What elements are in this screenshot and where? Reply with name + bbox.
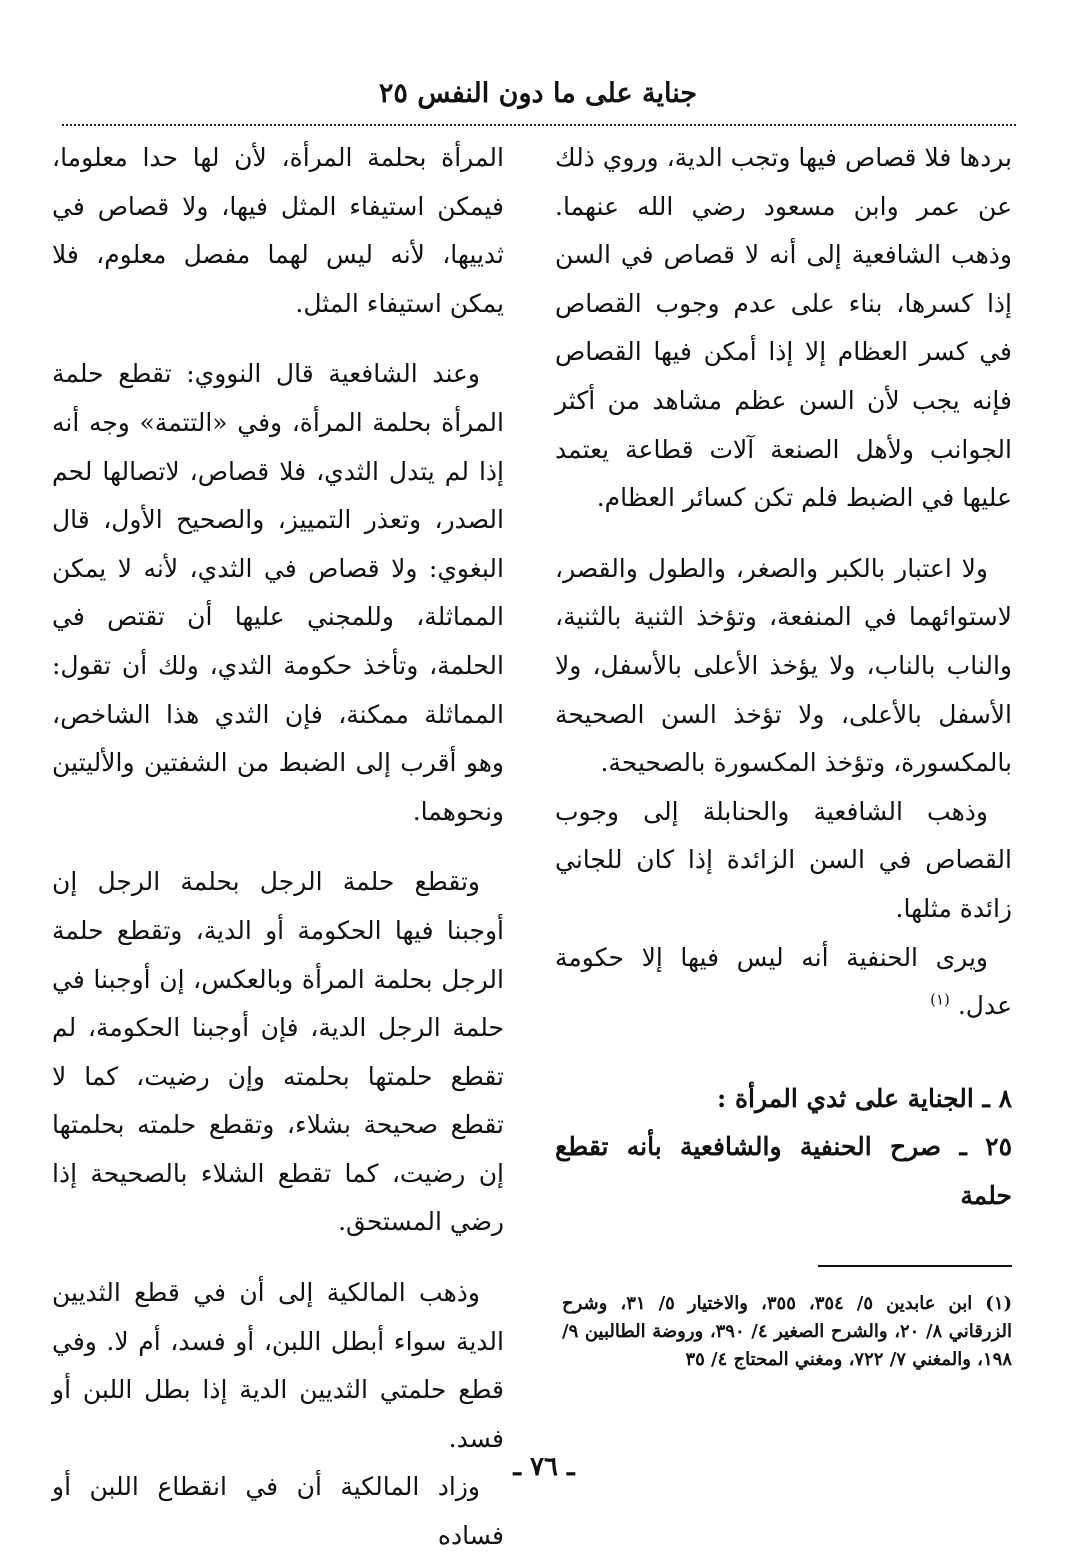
paragraph: وزاد المالكية أن في انقطاع اللبن أو فساده xyxy=(52,1472,504,1551)
paragraph-with-footnote xyxy=(555,934,1012,1031)
footnote-divider xyxy=(818,1265,1012,1267)
footnote: (١) ابن عابدين ٥/ ٣٥٤، ٣٥٥، والاختيار ٥/ ٣١، وشرح الزرقاني ٨/ ٢٠، والشرح الصغير ٤/ ٣٩٠، وروضة الطالبين ٩/ ١٩٨، والمغني ٧/ ٧٢٢، ومغني المحتاج ٤/ ٣٥ xyxy=(562,1293,1013,1370)
paragraph: بردها فلا قصاص فيها وتجب الدية، وروي ذلك عن عمر وابن مسعود رضي الله عنهما. وذهب الشافعية إلى أنه لا قصاص في السن إذا كسرها، بناء على عدم وجوب القصاص في كسر العظام إلا إذا أمكن فيها القصاص فإنه يجب لأن السن عظم مشاهد من أكثر الجوانب ولأهل الصنعة آلات قطاعة يعتمد عليها في الضبط فلم تكن كسائر العظام. xyxy=(555,143,1012,513)
paragraph: وعند الشافعية قال النووي: تقطع حلمة المرأة بحلمة المرأة، وفي «التتمة» وجه أنه إذا لم يتدل الثدي، فلا قصاص، لاتصالها لحم الصدر، وتعذر التمييز، والصحيح الأول، قال البغوي: ولا قصاص في الثدي، لأنه لا يمكن المماثلة، وللمجني عليها أن تقتص في الحلمة، وتأخذ حكومة الثدي، ولك أن تقول: المماثلة ممكنة، فإن الثدي هذا الشاخص، وهو أقرب إلى الضبط من الشفتين والأليتين ونحوهما. xyxy=(52,359,504,826)
paragraph: المرأة بحلمة المرأة، لأن لها حدا معلوما، فيمكن استيفاء المثل فيها، ولا قصاص في ثدييها، لأنه ليس لهما مفصل معلوم، فلا يمكن استيفاء المثل. xyxy=(52,143,504,318)
paragraph-text: ويرى الحنفية أنه ليس فيها إلا حكومة عدل. xyxy=(555,942,1012,1021)
footnote-marker: (١) xyxy=(930,990,950,1009)
paragraph: ولا اعتبار بالكبر والصغر، والطول والقصر، لاستوائهما في المنفعة، وتؤخذ الثنية بالثنية، والناب بالناب، ولا يؤخذ الأعلى بالأسفل، ولا الأسفل بالأعلى، ولا تؤخذ السن الصحيحة بالمكسورة، وتؤخذ المكسورة بالصحيحة. xyxy=(555,553,1012,778)
right-column xyxy=(555,134,1012,1220)
page-number: ـ ٧٦ ـ xyxy=(513,1452,575,1482)
numbered-paragraph: ٢٥ ـ صرح الحنفية والشافعية بأنه تقطع حلمة xyxy=(555,1132,1012,1210)
paragraph: وذهب الشافعية والحنابلة إلى وجوب القصاص في السن الزائدة إذا كان للجاني زائدة مثلها. xyxy=(555,796,1012,923)
paragraph: وتقطع حلمة الرجل بحلمة الرجل إن أوجبنا فيها الحكومة أو الدية، وتقطع حلمة الرجل بحلمة المرأة وبالعكس، إن أوجبنا في حلمة الرجل الدية، فإن أوجبنا الحكومة، لم تقطع حلمتها بحلمته وإن رضيت، كما لا تقطع صحيحة بشلاء، وتقطع حلمته بحلمتها إن رضيت، كما تقطع الشلاء بالصحيحة إذا رضي المستحق. xyxy=(52,867,504,1237)
section-heading: ٨ ـ الجناية على ثدي المرأة : xyxy=(717,1083,1012,1113)
paragraph: وذهب المالكية إلى أن في قطع الثديين الدية سواء أبطل اللبن، أو فسد، أم لا. وفي قطع حلمتي الثديين الدية إذا بطل اللبن أو فسد. xyxy=(52,1278,504,1453)
page-title: جناية على ما دون النفس ٢٥ xyxy=(378,78,698,109)
header-divider xyxy=(62,124,1016,126)
footnotes xyxy=(562,1290,1012,1374)
left-column xyxy=(52,134,504,1561)
